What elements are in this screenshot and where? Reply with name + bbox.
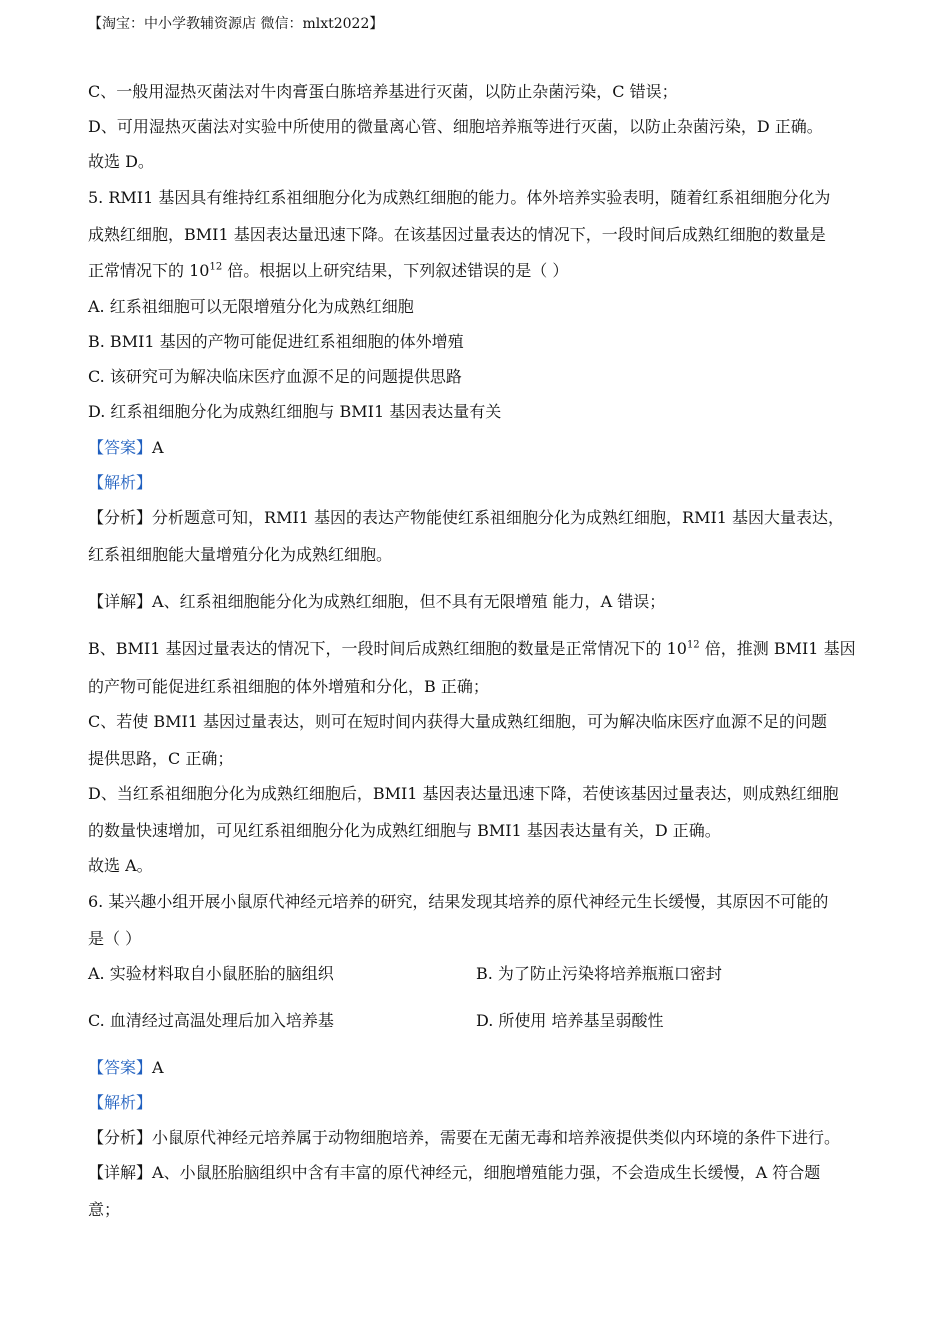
- q5-exponent: 12: [209, 261, 223, 273]
- q5-xiangjie-b-line-1: [88, 639, 856, 659]
- xiangjie-b-text-end: 倍，推测 BMI1 基因: [699, 639, 856, 658]
- q6-jiexi-tag: 【解析】: [88, 1093, 153, 1112]
- xiangjie-b-text: B、BMI1 基因过量表达的情况下，一段时间后成熟红细胞的数量是正常情况下的 10: [88, 639, 687, 658]
- q5-stem-line-1: 5. RMI1 基因具有维持红系祖细胞分化为成熟红细胞的能力。体外培养实验表明，随着红系祖细胞分化为: [88, 188, 831, 207]
- page-header: 【淘宝：中小学教辅资源店 微信：mlxt2022】: [88, 16, 384, 32]
- q6-xiangjie-text: A、小鼠胚胎脑组织中含有丰富的原代神经元，细胞增殖能力强，不会造成生长缓慢，A 符合题: [152, 1163, 821, 1182]
- q5-stem-text-end: 倍。根据以上研究结果，下列叙述错误的是（ ）: [222, 261, 569, 280]
- q6-stem-line-1: 6. 某兴趣小组开展小鼠原代神经元培养的研究，结果发现其培养的原代神经元生长缓慢，其原因不可能的: [88, 892, 829, 911]
- jiexi-tag: 【解析】: [88, 473, 153, 492]
- q6-option-c: C. 血清经过高温处理后加入培养基: [88, 1011, 334, 1030]
- q6-fenxi-tag: 【分析】: [88, 1128, 153, 1147]
- xiangjie-b-exponent: 12: [686, 639, 700, 651]
- q5-xiangjie-b-line-2: 的产物可能促进红系祖细胞的体外增殖和分化，B 正确；: [88, 677, 489, 696]
- prev-option-d-explanation: D、可用湿热灭菌法对实验中所使用的微量离心管、细胞培养瓶等进行灭菌，以防止杂菌污染，D 正确。: [88, 117, 823, 136]
- q5-option-c: C. 该研究可为解决临床医疗血源不足的问题提供思路: [88, 367, 462, 386]
- q6-jiexi: [88, 1093, 152, 1113]
- q5-fenxi-line-2: 红系祖细胞能大量增殖分化为成熟红细胞。: [88, 545, 393, 564]
- q5-answer: [88, 438, 164, 458]
- q6-xiangjie-tag: 【详解】: [88, 1163, 153, 1182]
- q5-stem-line-3: [88, 261, 568, 281]
- q6-fenxi: [88, 1128, 840, 1148]
- q6-option-b: B. 为了防止污染将培养瓶瓶口密封: [476, 964, 722, 983]
- xiangjie-tag: 【详解】: [88, 592, 153, 611]
- fenxi-text: 分析题意可知，RMI1 基因的表达产物能使红系祖细胞分化为成熟红细胞，RMI1 基因大量表达，: [152, 508, 845, 527]
- prev-option-c-explanation: C、一般用湿热灭菌法对牛肉膏蛋白胨培养基进行灭菌，以防止杂菌污染，C 错误；: [88, 82, 678, 101]
- q6-xiangjie-a-line-2: 意；: [88, 1200, 121, 1219]
- q6-option-d: D. 所使用 培养基呈弱酸性: [476, 1011, 664, 1030]
- answer-value: A: [152, 438, 164, 457]
- q5-xiangjie-a: [88, 592, 665, 612]
- q5-final-choice: 故选 A。: [88, 856, 153, 875]
- q5-jiexi: [88, 473, 152, 493]
- q5-fenxi-line-1: [88, 508, 844, 528]
- q5-xiangjie-c-line-1: C、若使 BMI1 基因过量表达，则可在短时间内获得大量成熟红细胞，可为解决临床医疗血源不足的问题: [88, 712, 828, 731]
- q6-answer-value: A: [152, 1058, 164, 1077]
- q6-answer-tag: 【答案】: [88, 1058, 153, 1077]
- q5-option-d: D. 红系祖细胞分化为成熟红细胞与 BMI1 基因表达量有关: [88, 402, 502, 421]
- q6-stem-line-2: 是（ ）: [88, 929, 142, 948]
- q5-xiangjie-d-line-1: D、当红系祖细胞分化为成熟红细胞后，BMI1 基因表达量迅速下降，若使该基因过量表达，则成熟红细胞: [88, 784, 839, 803]
- q6-answer: [88, 1058, 164, 1078]
- q5-stem-line-2: 成熟红细胞，BMI1 基因表达量迅速下降。在该基因过量表达的情况下，一段时间后成熟红细胞的数量是: [88, 225, 826, 244]
- q5-xiangjie-d-line-2: 的数量快速增加，可见红系祖细胞分化为成熟红细胞与 BMI1 基因表达量有关，D 正确。: [88, 821, 721, 840]
- xiangjie-text: A、红系祖细胞能分化为成熟红细胞，但不具有无限增殖 能力，A 错误；: [152, 592, 666, 611]
- q5-xiangjie-c-line-2: 提供思路，C 正确；: [88, 749, 234, 768]
- q5-stem-text: 正常情况下的 10: [88, 261, 210, 280]
- q5-option-b: B. BMI1 基因的产物可能促进红系祖细胞的体外增殖: [88, 332, 464, 351]
- answer-tag: 【答案】: [88, 438, 153, 457]
- q6-xiangjie-a-line-1: [88, 1163, 820, 1183]
- q5-option-a: A. 红系祖细胞可以无限增殖分化为成熟红细胞: [88, 297, 414, 316]
- prev-final-choice: 故选 D。: [88, 152, 154, 171]
- q6-option-a: A. 实验材料取自小鼠胚胎的脑组织: [88, 964, 334, 983]
- q6-fenxi-text: 小鼠原代神经元培养属于动物细胞培养，需要在无菌无毒和培养液提供类似内环境的条件下进行。: [152, 1128, 841, 1147]
- fenxi-tag: 【分析】: [88, 508, 153, 527]
